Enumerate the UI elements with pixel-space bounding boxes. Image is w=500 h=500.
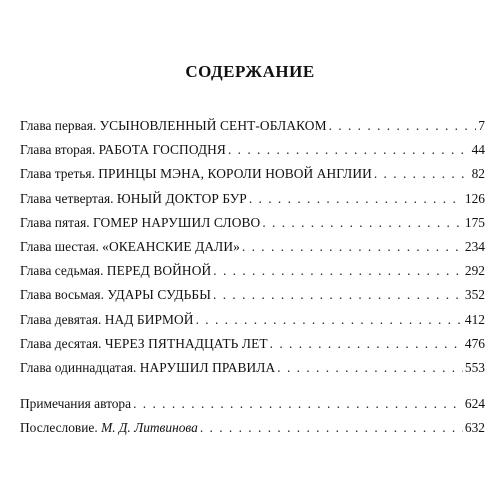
dot-leader [249, 191, 463, 207]
chapter-label: Глава пятая. [20, 214, 90, 230]
dot-leader [262, 215, 463, 231]
dot-leader [200, 420, 463, 436]
dot-leader [213, 287, 463, 303]
page-number: 126 [464, 190, 485, 206]
chapter-title: «ОКЕАНСКИЕ ДАЛИ» [102, 238, 240, 254]
chapter-title: РАБОТА ГОСПОДНЯ [98, 142, 226, 158]
page-number: 352 [464, 287, 485, 303]
page-number: 82 [471, 166, 485, 182]
page-number: 476 [464, 335, 485, 351]
chapter-title: УДАРЫ СУДЬБЫ [107, 287, 211, 303]
table-of-contents [20, 118, 485, 444]
toc-entry-chapter-2[interactable] [20, 142, 485, 166]
dot-leader [228, 142, 470, 158]
dot-leader [329, 118, 477, 134]
dot-leader [196, 312, 463, 328]
chapter-label: Глава первая. [20, 118, 97, 133]
page-number: 44 [471, 142, 485, 158]
chapter-title: ГОМЕР НАРУШИЛ СЛОВО [92, 214, 261, 230]
dot-leader [242, 239, 463, 255]
page-number: 412 [464, 311, 485, 327]
toc-entry-chapter-1[interactable] [20, 118, 485, 142]
toc-entry-chapter-4[interactable] [20, 191, 485, 215]
section-gap [20, 384, 485, 396]
dot-leader [277, 360, 463, 376]
notes-label: Примечания автора [20, 396, 132, 412]
chapter-title: НАРУШИЛ ПРАВИЛА [139, 359, 276, 375]
dot-leader [270, 336, 463, 352]
chapter-title: ПРИНЦЫ МЭНА, КОРОЛИ НОВОЙ АНГЛИИ [98, 166, 372, 182]
dot-leader [374, 166, 470, 182]
chapter-label: Глава четвертая. [20, 190, 114, 206]
toc-entry-notes[interactable] [20, 396, 485, 420]
toc-entry-chapter-11[interactable] [20, 360, 485, 384]
dot-leader [213, 263, 463, 279]
chapter-title: ЮНЫЙ ДОКТОР БУР [116, 190, 247, 206]
afterword-author: М. Д. Литвинова [101, 420, 198, 436]
page-number: 7 [478, 118, 485, 133]
toc-entry-chapter-3[interactable] [20, 166, 485, 190]
page-number: 624 [464, 396, 485, 412]
toc-entry-chapter-8[interactable] [20, 287, 485, 311]
chapter-title: ПЕРЕД ВОЙНОЙ [106, 263, 212, 279]
page-number: 553 [464, 359, 485, 375]
chapter-label: Глава вторая. [20, 142, 96, 158]
dot-leader [133, 396, 463, 412]
toc-entry-chapter-5[interactable] [20, 215, 485, 239]
afterword-label: Послесловие. [20, 420, 98, 436]
page-number: 234 [464, 238, 485, 254]
chapter-label: Глава десятая. [20, 335, 102, 351]
chapter-label: Глава восьмая. [20, 287, 104, 303]
chapter-title: УСЫНОВЛЕННЫЙ СЕНТ-ОБЛАКОМ [99, 118, 327, 133]
toc-entry-afterword[interactable] [20, 420, 485, 444]
toc-entry-chapter-9[interactable] [20, 312, 485, 336]
chapter-label: Глава шестая. [20, 238, 99, 254]
toc-entry-chapter-7[interactable] [20, 263, 485, 287]
chapter-label: Глава третья. [20, 166, 95, 182]
chapter-label: Глава одиннадцатая. [20, 359, 137, 375]
chapter-label: Глава седьмая. [20, 263, 104, 279]
toc-entry-chapter-10[interactable] [20, 336, 485, 360]
chapter-title: ЧЕРЕЗ ПЯТНАДЦАТЬ ЛЕТ [104, 335, 268, 351]
page-number: 175 [464, 214, 485, 230]
chapter-title: НАД БИРМОЙ [104, 311, 194, 327]
page-number: 632 [464, 420, 485, 436]
chapter-label: Глава девятая. [20, 311, 102, 327]
toc-entry-chapter-6[interactable] [20, 239, 485, 263]
page-number: 292 [464, 263, 485, 279]
page-title: СОДЕРЖАНИЕ [185, 62, 315, 81]
